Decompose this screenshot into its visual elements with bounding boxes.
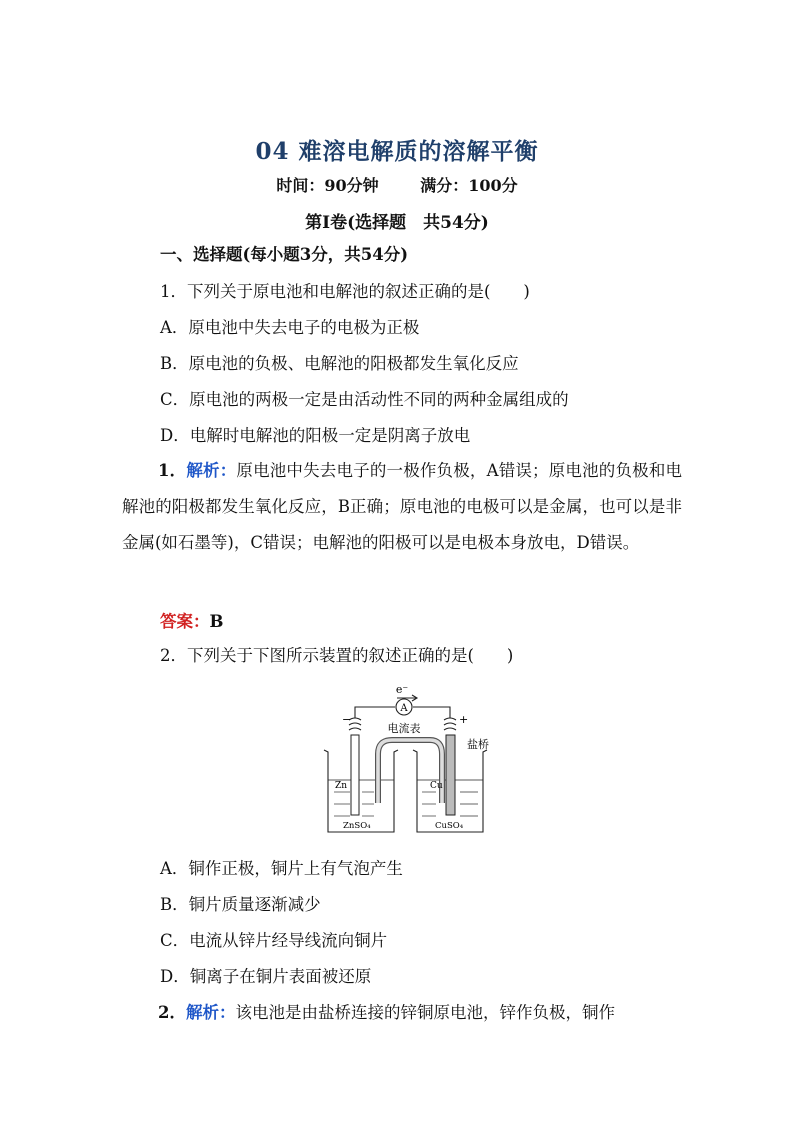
q2-stem: 2．下列关于下图所示装置的叙述正确的是( ) (160, 646, 514, 665)
zinc-electrode (351, 735, 359, 815)
q1-stem: 1．下列关于原电池和电解池的叙述正确的是( ) (160, 282, 530, 301)
wire-left (355, 707, 395, 718)
plus-sign: + (459, 713, 469, 726)
electron-label: e⁻ (395, 683, 409, 696)
q1-answer-label: 答案： (160, 612, 210, 631)
q2-option-d: D．铜离子在铜片表面被还原 (160, 967, 372, 986)
full-score: 满分：100分 (420, 176, 518, 195)
volume-heading: 第Ⅰ卷(选择题 共54分) (305, 213, 489, 233)
q2-analysis-num: 2． (158, 1003, 186, 1022)
left-solution-label: ZnSO₄ (343, 821, 371, 831)
salt-bridge-tube (378, 740, 442, 803)
q1-option-d: D．电解时电解池的阳极一定是阴离子放电 (160, 426, 471, 445)
q1-option-c: C．原电池的两极一定是由活动性不同的两种金属组成的 (160, 390, 569, 409)
copper-label: Cu (430, 781, 443, 791)
copper-electrode (446, 735, 455, 815)
q1-option-a: A．原电池中失去电子的电极为正极 (160, 318, 420, 337)
q2-analysis-label: 解析： (185, 1003, 236, 1022)
q1-option-b: B．原电池的负极、电解池的阳极都发生氧化反应 (160, 354, 519, 373)
galvanic-cell-diagram (318, 680, 498, 840)
page-title: 04 难溶电解质的溶解平衡 (255, 138, 539, 165)
q1-answer-value: B (209, 612, 224, 631)
right-coil (444, 718, 456, 730)
q1-answer (160, 608, 223, 632)
salt-bridge-inner (378, 740, 442, 803)
right-solution-label: CuSO₄ (435, 821, 464, 831)
q2-option-a: A．铜作正极，铜片上有气泡产生 (160, 859, 403, 878)
exam-meta (0, 173, 794, 196)
left-beaker (324, 750, 398, 832)
q1-analysis (122, 453, 682, 561)
wire-right (413, 707, 450, 718)
q1-analysis-num: 1． (158, 461, 187, 480)
q1-analysis-label: 解析： (186, 461, 237, 480)
ammeter-symbol: A (400, 703, 408, 714)
q2-option-b: B．铜片质量逐渐减少 (160, 895, 321, 914)
ammeter-label: 电流表 (387, 722, 421, 735)
salt-bridge-label: 盐桥 (467, 738, 489, 751)
q2-analysis-text: 该电池是由盐桥连接的锌铜原电池，锌作负极，铜作 (235, 1003, 615, 1022)
minus-sign: − (342, 713, 352, 726)
q2-analysis (122, 995, 682, 1031)
section-heading: 一、选择题(每小题3分，共54分) (160, 245, 409, 264)
zinc-label: Zn (335, 781, 348, 791)
q1-analysis-text: 原电池中失去电子的一极作负极，A错误；原电池的负极和电解池的阳极都发生氧化反应，B正确；原电池的电极可以是金属，也可以是非金属(如石墨等)，C错误；电解池的阳极可以是电极本身放电，D错误。 (122, 461, 682, 552)
time-limit: 时间：90分钟 (276, 176, 379, 195)
q2-option-c: C．电流从锌片经导线流向铜片 (160, 931, 388, 950)
